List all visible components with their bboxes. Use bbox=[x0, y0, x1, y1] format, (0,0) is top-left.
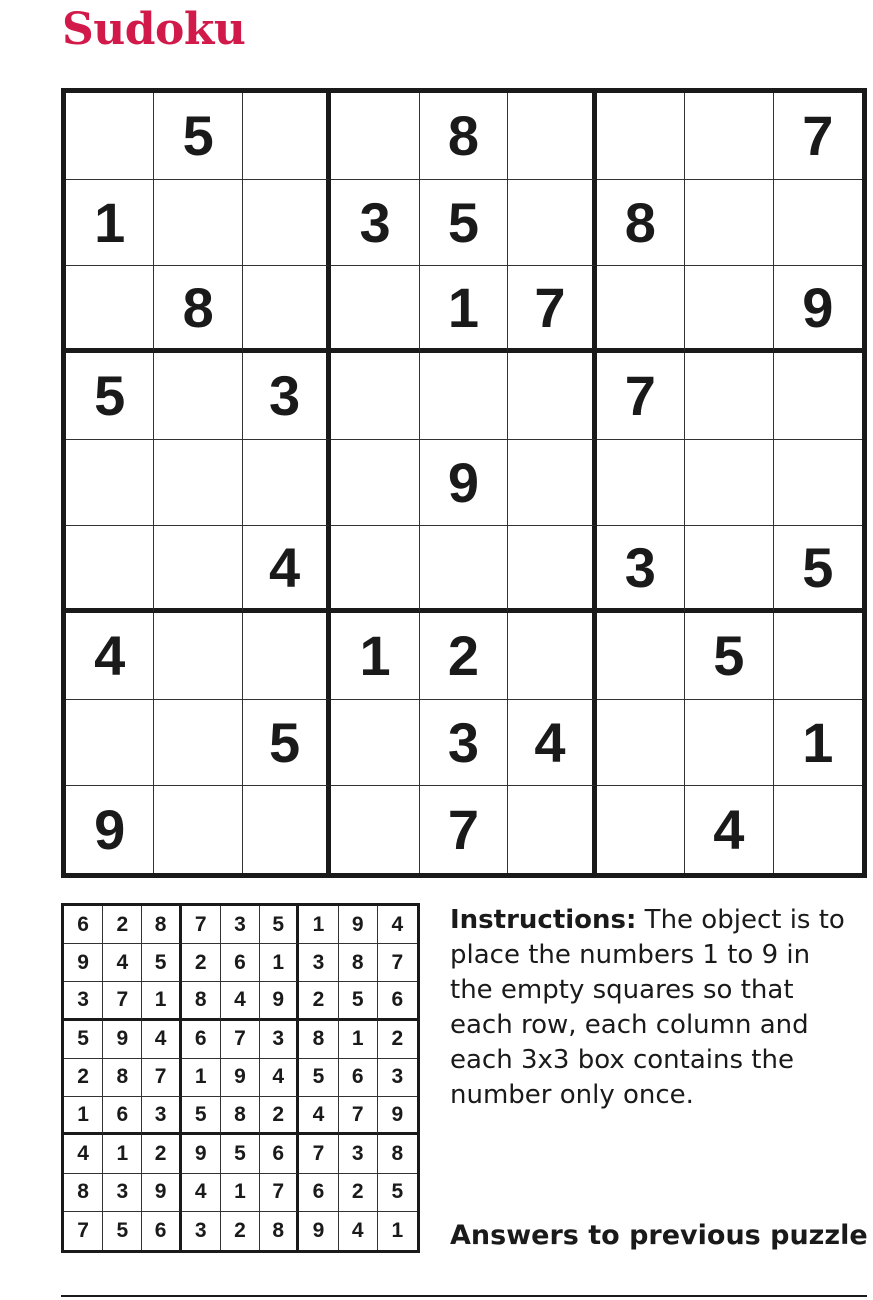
puzzle-cell-r3-c1[interactable] bbox=[66, 266, 154, 353]
puzzle-cell-r6-c9: 5 bbox=[774, 526, 862, 613]
puzzle-cell-r9-c6[interactable] bbox=[508, 786, 596, 873]
puzzle-cell-r8-c1[interactable] bbox=[66, 700, 154, 787]
answer-cell-r2-c5: 6 bbox=[221, 944, 260, 982]
puzzle-cell-r5-c2[interactable] bbox=[154, 440, 242, 527]
answer-cell-r8-c4: 4 bbox=[182, 1174, 221, 1212]
answer-cell-r3-c7: 2 bbox=[299, 982, 338, 1020]
answer-cell-r7-c8: 3 bbox=[339, 1135, 378, 1173]
puzzle-cell-r8-c5: 3 bbox=[420, 700, 508, 787]
answer-cell-r5-c6: 4 bbox=[260, 1059, 299, 1097]
answer-cell-r9-c1: 7 bbox=[64, 1212, 103, 1250]
answer-cell-r3-c9: 6 bbox=[378, 982, 417, 1020]
puzzle-cell-r3-c2: 8 bbox=[154, 266, 242, 353]
answer-cell-r4-c4: 6 bbox=[182, 1021, 221, 1059]
puzzle-cell-r7-c7[interactable] bbox=[597, 613, 685, 700]
puzzle-cell-r5-c4[interactable] bbox=[331, 440, 419, 527]
answer-cell-r5-c1: 2 bbox=[64, 1059, 103, 1097]
answer-cell-r1-c8: 9 bbox=[339, 906, 378, 944]
puzzle-cell-r1-c2: 5 bbox=[154, 93, 242, 180]
puzzle-cell-r4-c2[interactable] bbox=[154, 353, 242, 440]
puzzle-cell-r7-c6[interactable] bbox=[508, 613, 596, 700]
puzzle-cell-r3-c3[interactable] bbox=[243, 266, 331, 353]
puzzle-cell-r7-c8: 5 bbox=[685, 613, 773, 700]
answer-cell-r7-c3: 2 bbox=[142, 1135, 181, 1173]
answer-cell-r6-c8: 7 bbox=[339, 1097, 378, 1135]
answer-cell-r2-c6: 1 bbox=[260, 944, 299, 982]
puzzle-cell-r5-c9[interactable] bbox=[774, 440, 862, 527]
answer-cell-r8-c6: 7 bbox=[260, 1174, 299, 1212]
answer-cell-r8-c2: 3 bbox=[103, 1174, 142, 1212]
puzzle-cell-r9-c2[interactable] bbox=[154, 786, 242, 873]
puzzle-cell-r2-c7: 8 bbox=[597, 180, 685, 267]
puzzle-cell-r1-c5: 8 bbox=[420, 93, 508, 180]
puzzle-cell-r9-c4[interactable] bbox=[331, 786, 419, 873]
puzzle-cell-r6-c8[interactable] bbox=[685, 526, 773, 613]
answer-cell-r5-c2: 8 bbox=[103, 1059, 142, 1097]
answer-cell-r3-c3: 1 bbox=[142, 982, 181, 1020]
puzzle-cell-r2-c8[interactable] bbox=[685, 180, 773, 267]
puzzle-cell-r8-c6: 4 bbox=[508, 700, 596, 787]
puzzle-cell-r8-c2[interactable] bbox=[154, 700, 242, 787]
answer-cell-r5-c7: 5 bbox=[299, 1059, 338, 1097]
puzzle-cell-r3-c4[interactable] bbox=[331, 266, 419, 353]
answer-cell-r1-c6: 5 bbox=[260, 906, 299, 944]
puzzle-cell-r7-c3[interactable] bbox=[243, 613, 331, 700]
puzzle-cell-r7-c2[interactable] bbox=[154, 613, 242, 700]
puzzle-cell-r3-c6: 7 bbox=[508, 266, 596, 353]
answer-cell-r7-c1: 4 bbox=[64, 1135, 103, 1173]
puzzle-cell-r6-c6[interactable] bbox=[508, 526, 596, 613]
puzzle-cell-r1-c7[interactable] bbox=[597, 93, 685, 180]
puzzle-cell-r8-c4[interactable] bbox=[331, 700, 419, 787]
puzzle-cell-r9-c9[interactable] bbox=[774, 786, 862, 873]
puzzle-cell-r2-c9[interactable] bbox=[774, 180, 862, 267]
answer-cell-r1-c9: 4 bbox=[378, 906, 417, 944]
answers-caption: Answers to previous puzzle bbox=[450, 1220, 868, 1251]
puzzle-cell-r4-c6[interactable] bbox=[508, 353, 596, 440]
puzzle-cell-r2-c2[interactable] bbox=[154, 180, 242, 267]
answer-cell-r7-c2: 1 bbox=[103, 1135, 142, 1173]
answer-cell-r8-c8: 2 bbox=[339, 1174, 378, 1212]
puzzle-cell-r4-c7: 7 bbox=[597, 353, 685, 440]
puzzle-cell-r3-c5: 1 bbox=[420, 266, 508, 353]
puzzle-cell-r1-c3[interactable] bbox=[243, 93, 331, 180]
answer-cell-r9-c6: 8 bbox=[260, 1212, 299, 1250]
sudoku-puzzle-grid[interactable] bbox=[61, 88, 867, 878]
puzzle-cell-r3-c7[interactable] bbox=[597, 266, 685, 353]
answer-cell-r5-c4: 1 bbox=[182, 1059, 221, 1097]
answer-cell-r4-c1: 5 bbox=[64, 1021, 103, 1059]
answer-cell-r4-c2: 9 bbox=[103, 1021, 142, 1059]
puzzle-cell-r6-c7: 3 bbox=[597, 526, 685, 613]
answer-cell-r5-c8: 6 bbox=[339, 1059, 378, 1097]
answer-cell-r9-c7: 9 bbox=[299, 1212, 338, 1250]
answer-cell-r2-c2: 4 bbox=[103, 944, 142, 982]
puzzle-cell-r8-c9: 1 bbox=[774, 700, 862, 787]
answer-cell-r6-c4: 5 bbox=[182, 1097, 221, 1135]
answer-cell-r3-c6: 9 bbox=[260, 982, 299, 1020]
answer-cell-r9-c8: 4 bbox=[339, 1212, 378, 1250]
answer-cell-r6-c6: 2 bbox=[260, 1097, 299, 1135]
puzzle-cell-r2-c5: 5 bbox=[420, 180, 508, 267]
answer-cell-r4-c6: 3 bbox=[260, 1021, 299, 1059]
puzzle-cell-r8-c8[interactable] bbox=[685, 700, 773, 787]
puzzle-cell-r2-c3[interactable] bbox=[243, 180, 331, 267]
answer-cell-r2-c3: 5 bbox=[142, 944, 181, 982]
puzzle-cell-r7-c9[interactable] bbox=[774, 613, 862, 700]
answer-cell-r6-c2: 6 bbox=[103, 1097, 142, 1135]
answer-cell-r4-c9: 2 bbox=[378, 1021, 417, 1059]
answer-cell-r1-c2: 2 bbox=[103, 906, 142, 944]
puzzle-cell-r5-c7[interactable] bbox=[597, 440, 685, 527]
puzzle-cell-r6-c3: 4 bbox=[243, 526, 331, 613]
puzzle-cell-r9-c7[interactable] bbox=[597, 786, 685, 873]
answer-cell-r7-c9: 8 bbox=[378, 1135, 417, 1173]
puzzle-cell-r9-c5: 7 bbox=[420, 786, 508, 873]
answer-cell-r7-c4: 9 bbox=[182, 1135, 221, 1173]
previous-answer-grid bbox=[61, 903, 420, 1253]
answer-cell-r1-c5: 3 bbox=[221, 906, 260, 944]
puzzle-cell-r6-c1[interactable] bbox=[66, 526, 154, 613]
answer-cell-r2-c4: 2 bbox=[182, 944, 221, 982]
puzzle-cell-r5-c6[interactable] bbox=[508, 440, 596, 527]
puzzle-cell-r2-c1: 1 bbox=[66, 180, 154, 267]
puzzle-cell-r6-c5[interactable] bbox=[420, 526, 508, 613]
puzzle-cell-r6-c2[interactable] bbox=[154, 526, 242, 613]
puzzle-cell-r5-c1[interactable] bbox=[66, 440, 154, 527]
answer-cell-r7-c6: 6 bbox=[260, 1135, 299, 1173]
puzzle-cell-r9-c8: 4 bbox=[685, 786, 773, 873]
answer-cell-r3-c4: 8 bbox=[182, 982, 221, 1020]
answer-cell-r5-c9: 3 bbox=[378, 1059, 417, 1097]
answer-cell-r2-c8: 8 bbox=[339, 944, 378, 982]
answer-cell-r8-c9: 5 bbox=[378, 1174, 417, 1212]
puzzle-cell-r9-c1: 9 bbox=[66, 786, 154, 873]
puzzle-cell-r8-c7[interactable] bbox=[597, 700, 685, 787]
answer-cell-r9-c5: 2 bbox=[221, 1212, 260, 1250]
answer-cell-r3-c5: 4 bbox=[221, 982, 260, 1020]
answer-cell-r3-c1: 3 bbox=[64, 982, 103, 1020]
puzzle-cell-r4-c8[interactable] bbox=[685, 353, 773, 440]
answer-cell-r6-c9: 9 bbox=[378, 1097, 417, 1135]
answer-cell-r8-c5: 1 bbox=[221, 1174, 260, 1212]
puzzle-cell-r1-c4[interactable] bbox=[331, 93, 419, 180]
answer-cell-r5-c5: 9 bbox=[221, 1059, 260, 1097]
answer-cell-r6-c3: 3 bbox=[142, 1097, 181, 1135]
puzzle-cell-r2-c4: 3 bbox=[331, 180, 419, 267]
answer-cell-r8-c3: 9 bbox=[142, 1174, 181, 1212]
answer-cell-r7-c7: 7 bbox=[299, 1135, 338, 1173]
puzzle-cell-r9-c3[interactable] bbox=[243, 786, 331, 873]
puzzle-cell-r3-c9: 9 bbox=[774, 266, 862, 353]
answer-cell-r4-c8: 1 bbox=[339, 1021, 378, 1059]
puzzle-cell-r6-c4[interactable] bbox=[331, 526, 419, 613]
answer-cell-r1-c4: 7 bbox=[182, 906, 221, 944]
instructions-text: The object is to place the numbers 1 to 9 in the empty squares so that each row, each column and each 3x3 box contains the number only once. bbox=[450, 905, 845, 1110]
puzzle-cell-r1-c9: 7 bbox=[774, 93, 862, 180]
puzzle-cell-r8-c3: 5 bbox=[243, 700, 331, 787]
puzzle-cell-r4-c9[interactable] bbox=[774, 353, 862, 440]
answer-cell-r6-c7: 4 bbox=[299, 1097, 338, 1135]
puzzle-cell-r4-c4[interactable] bbox=[331, 353, 419, 440]
answer-cell-r9-c3: 6 bbox=[142, 1212, 181, 1250]
puzzle-cell-r7-c4: 1 bbox=[331, 613, 419, 700]
puzzle-cell-r5-c8[interactable] bbox=[685, 440, 773, 527]
puzzle-cell-r4-c3: 3 bbox=[243, 353, 331, 440]
answer-cell-r4-c3: 4 bbox=[142, 1021, 181, 1059]
instructions-label: Instructions: bbox=[450, 905, 637, 935]
answer-cell-r2-c7: 3 bbox=[299, 944, 338, 982]
puzzle-cell-r1-c8[interactable] bbox=[685, 93, 773, 180]
answer-cell-r6-c1: 1 bbox=[64, 1097, 103, 1135]
answer-cell-r5-c3: 7 bbox=[142, 1059, 181, 1097]
answer-cell-r9-c4: 3 bbox=[182, 1212, 221, 1250]
puzzle-cell-r4-c1: 5 bbox=[66, 353, 154, 440]
puzzle-cell-r5-c3[interactable] bbox=[243, 440, 331, 527]
answer-cell-r3-c2: 7 bbox=[103, 982, 142, 1020]
answer-cell-r9-c2: 5 bbox=[103, 1212, 142, 1250]
puzzle-cell-r4-c5[interactable] bbox=[420, 353, 508, 440]
puzzle-cell-r1-c6[interactable] bbox=[508, 93, 596, 180]
puzzle-cell-r2-c6[interactable] bbox=[508, 180, 596, 267]
answer-cell-r1-c7: 1 bbox=[299, 906, 338, 944]
answer-cell-r1-c3: 8 bbox=[142, 906, 181, 944]
answer-cell-r1-c1: 6 bbox=[64, 906, 103, 944]
answer-cell-r8-c7: 6 bbox=[299, 1174, 338, 1212]
bottom-divider bbox=[61, 1295, 867, 1297]
answer-cell-r2-c1: 9 bbox=[64, 944, 103, 982]
answer-cell-r4-c5: 7 bbox=[221, 1021, 260, 1059]
puzzle-cell-r5-c5: 9 bbox=[420, 440, 508, 527]
answer-cell-r4-c7: 8 bbox=[299, 1021, 338, 1059]
answer-cell-r8-c1: 8 bbox=[64, 1174, 103, 1212]
puzzle-cell-r7-c1: 4 bbox=[66, 613, 154, 700]
puzzle-cell-r1-c1[interactable] bbox=[66, 93, 154, 180]
page-title: Sudoku bbox=[62, 4, 246, 55]
answer-cell-r6-c5: 8 bbox=[221, 1097, 260, 1135]
answer-cell-r3-c8: 5 bbox=[339, 982, 378, 1020]
answer-cell-r2-c9: 7 bbox=[378, 944, 417, 982]
puzzle-cell-r7-c5: 2 bbox=[420, 613, 508, 700]
puzzle-cell-r3-c8[interactable] bbox=[685, 266, 773, 353]
answer-cell-r7-c5: 5 bbox=[221, 1135, 260, 1173]
instructions bbox=[450, 903, 855, 1113]
answer-cell-r9-c9: 1 bbox=[391, 1218, 404, 1242]
